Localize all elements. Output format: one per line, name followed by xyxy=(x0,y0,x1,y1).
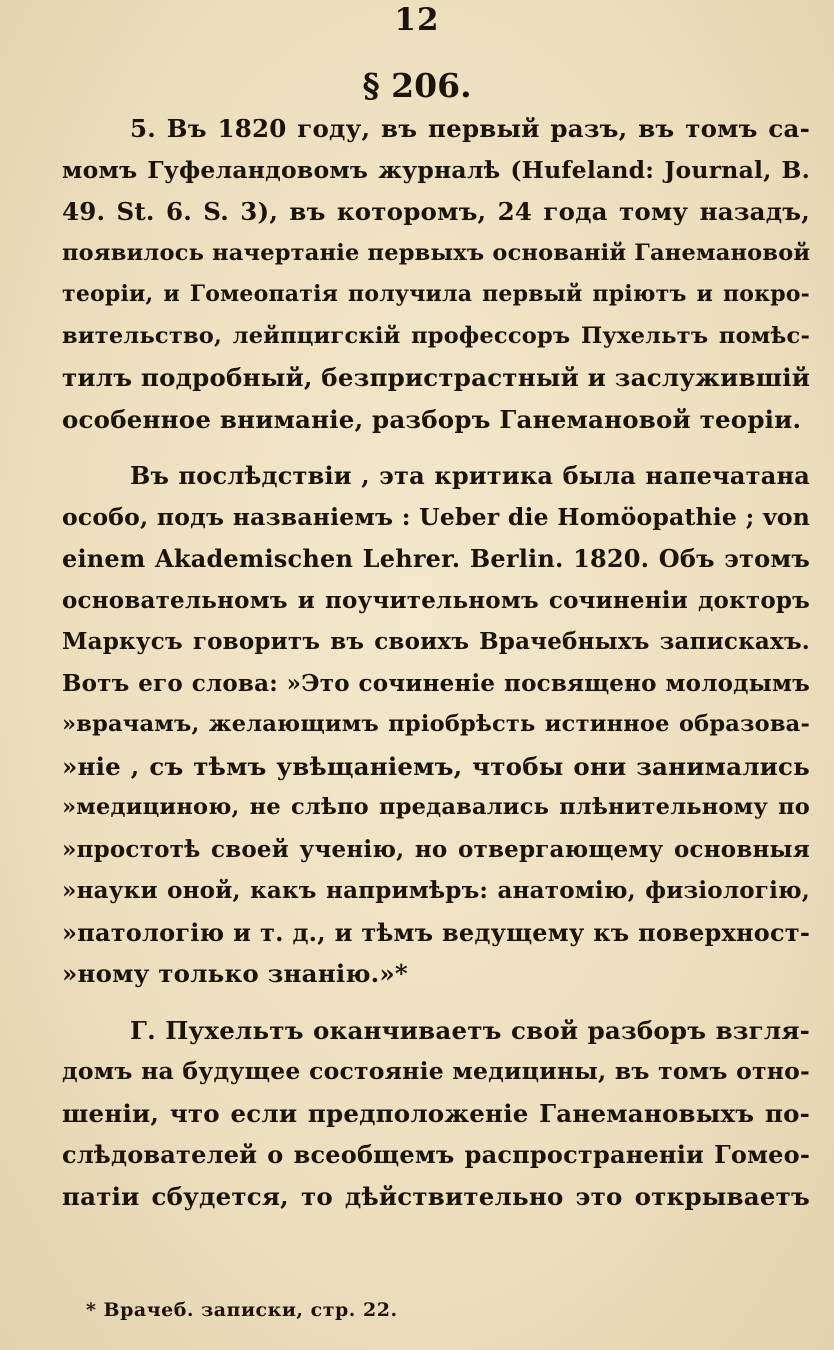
text-line: »ніе , съ тѣмъ увѣщаніемъ, чтобы они занимались xyxy=(62,751,810,781)
text-line: шеніи, что если предположеніе Ганемановыхъ по- xyxy=(62,1098,810,1128)
text-line: »науки оной, какъ напримѣръ: анатомію, физіологію, xyxy=(62,877,810,904)
text-line: основательномъ и поучительномъ сочиненіи докторъ xyxy=(62,586,810,614)
text-line: особо, подъ названіемъ : Ueber die Homöopathie ; von xyxy=(62,502,810,531)
section-heading: § 206. xyxy=(362,66,472,105)
text-line: момъ Гуфеландовомъ журналѣ (Hufeland: Journal, В. xyxy=(62,155,810,184)
text-line: 5. Въ 1820 году, въ первый разъ, въ томъ са- xyxy=(130,114,810,143)
text-line: Въ послѣдствіи , эта критика была напечатана xyxy=(130,461,810,490)
text-line: особенное вниманіе, разборъ Ганемановой теоріи. xyxy=(62,404,802,434)
footnote: * Врачеб. записки, стр. 22. xyxy=(86,1299,398,1321)
body-text xyxy=(62,108,810,1217)
page-number: 12 xyxy=(394,2,440,38)
text-line: домъ на будущее состояніе медицины, въ томъ отно- xyxy=(62,1057,810,1085)
text-line: слѣдователей о всеобщемъ распространеніи Гомео- xyxy=(62,1140,810,1169)
text-line: теоріи, и Гомеопатія получила первый пріютъ и покро- xyxy=(62,281,810,307)
text-line: »врачамъ, желающимъ пріобрѣсть истинное образова- xyxy=(62,711,810,737)
text-line: появилось начертаніе первыхъ основаній Ганемановой xyxy=(62,239,810,266)
text-line: »простотѣ своей ученію, но отвергающему основныя xyxy=(62,835,810,863)
text-line: Маркусъ говоритъ въ своихъ Врачебныхъ запискахъ. xyxy=(62,628,810,655)
text-line: Г. Пухельтъ оканчиваетъ свой разборъ взгля- xyxy=(130,1015,810,1045)
text-line: тилъ подробный, безпристрастный и заслужившій xyxy=(62,363,810,392)
text-line: вительство, лейпцигскій профессоръ Пухельтъ помѣс- xyxy=(62,322,810,349)
text-line: патіи сбудется, то дѣйствительно это открываетъ xyxy=(62,1181,810,1211)
text-line: Вотъ его слова: »Это сочиненіе посвящено молодымъ xyxy=(62,669,810,697)
text-line: einem Akademischen Lehrer. Berlin. 1820. Объ этомъ xyxy=(62,544,810,573)
text-line: »медициною, не слѣпо предавались плѣнительному по xyxy=(62,794,810,820)
text-line: 49. St. 6. S. 3), въ которомъ, 24 года тому назадъ, xyxy=(62,197,810,226)
text-line: »патологію и т. д., и тѣмъ ведущему къ поверхност- xyxy=(62,917,810,947)
text-line: »ному только знанію.»* xyxy=(62,959,408,988)
